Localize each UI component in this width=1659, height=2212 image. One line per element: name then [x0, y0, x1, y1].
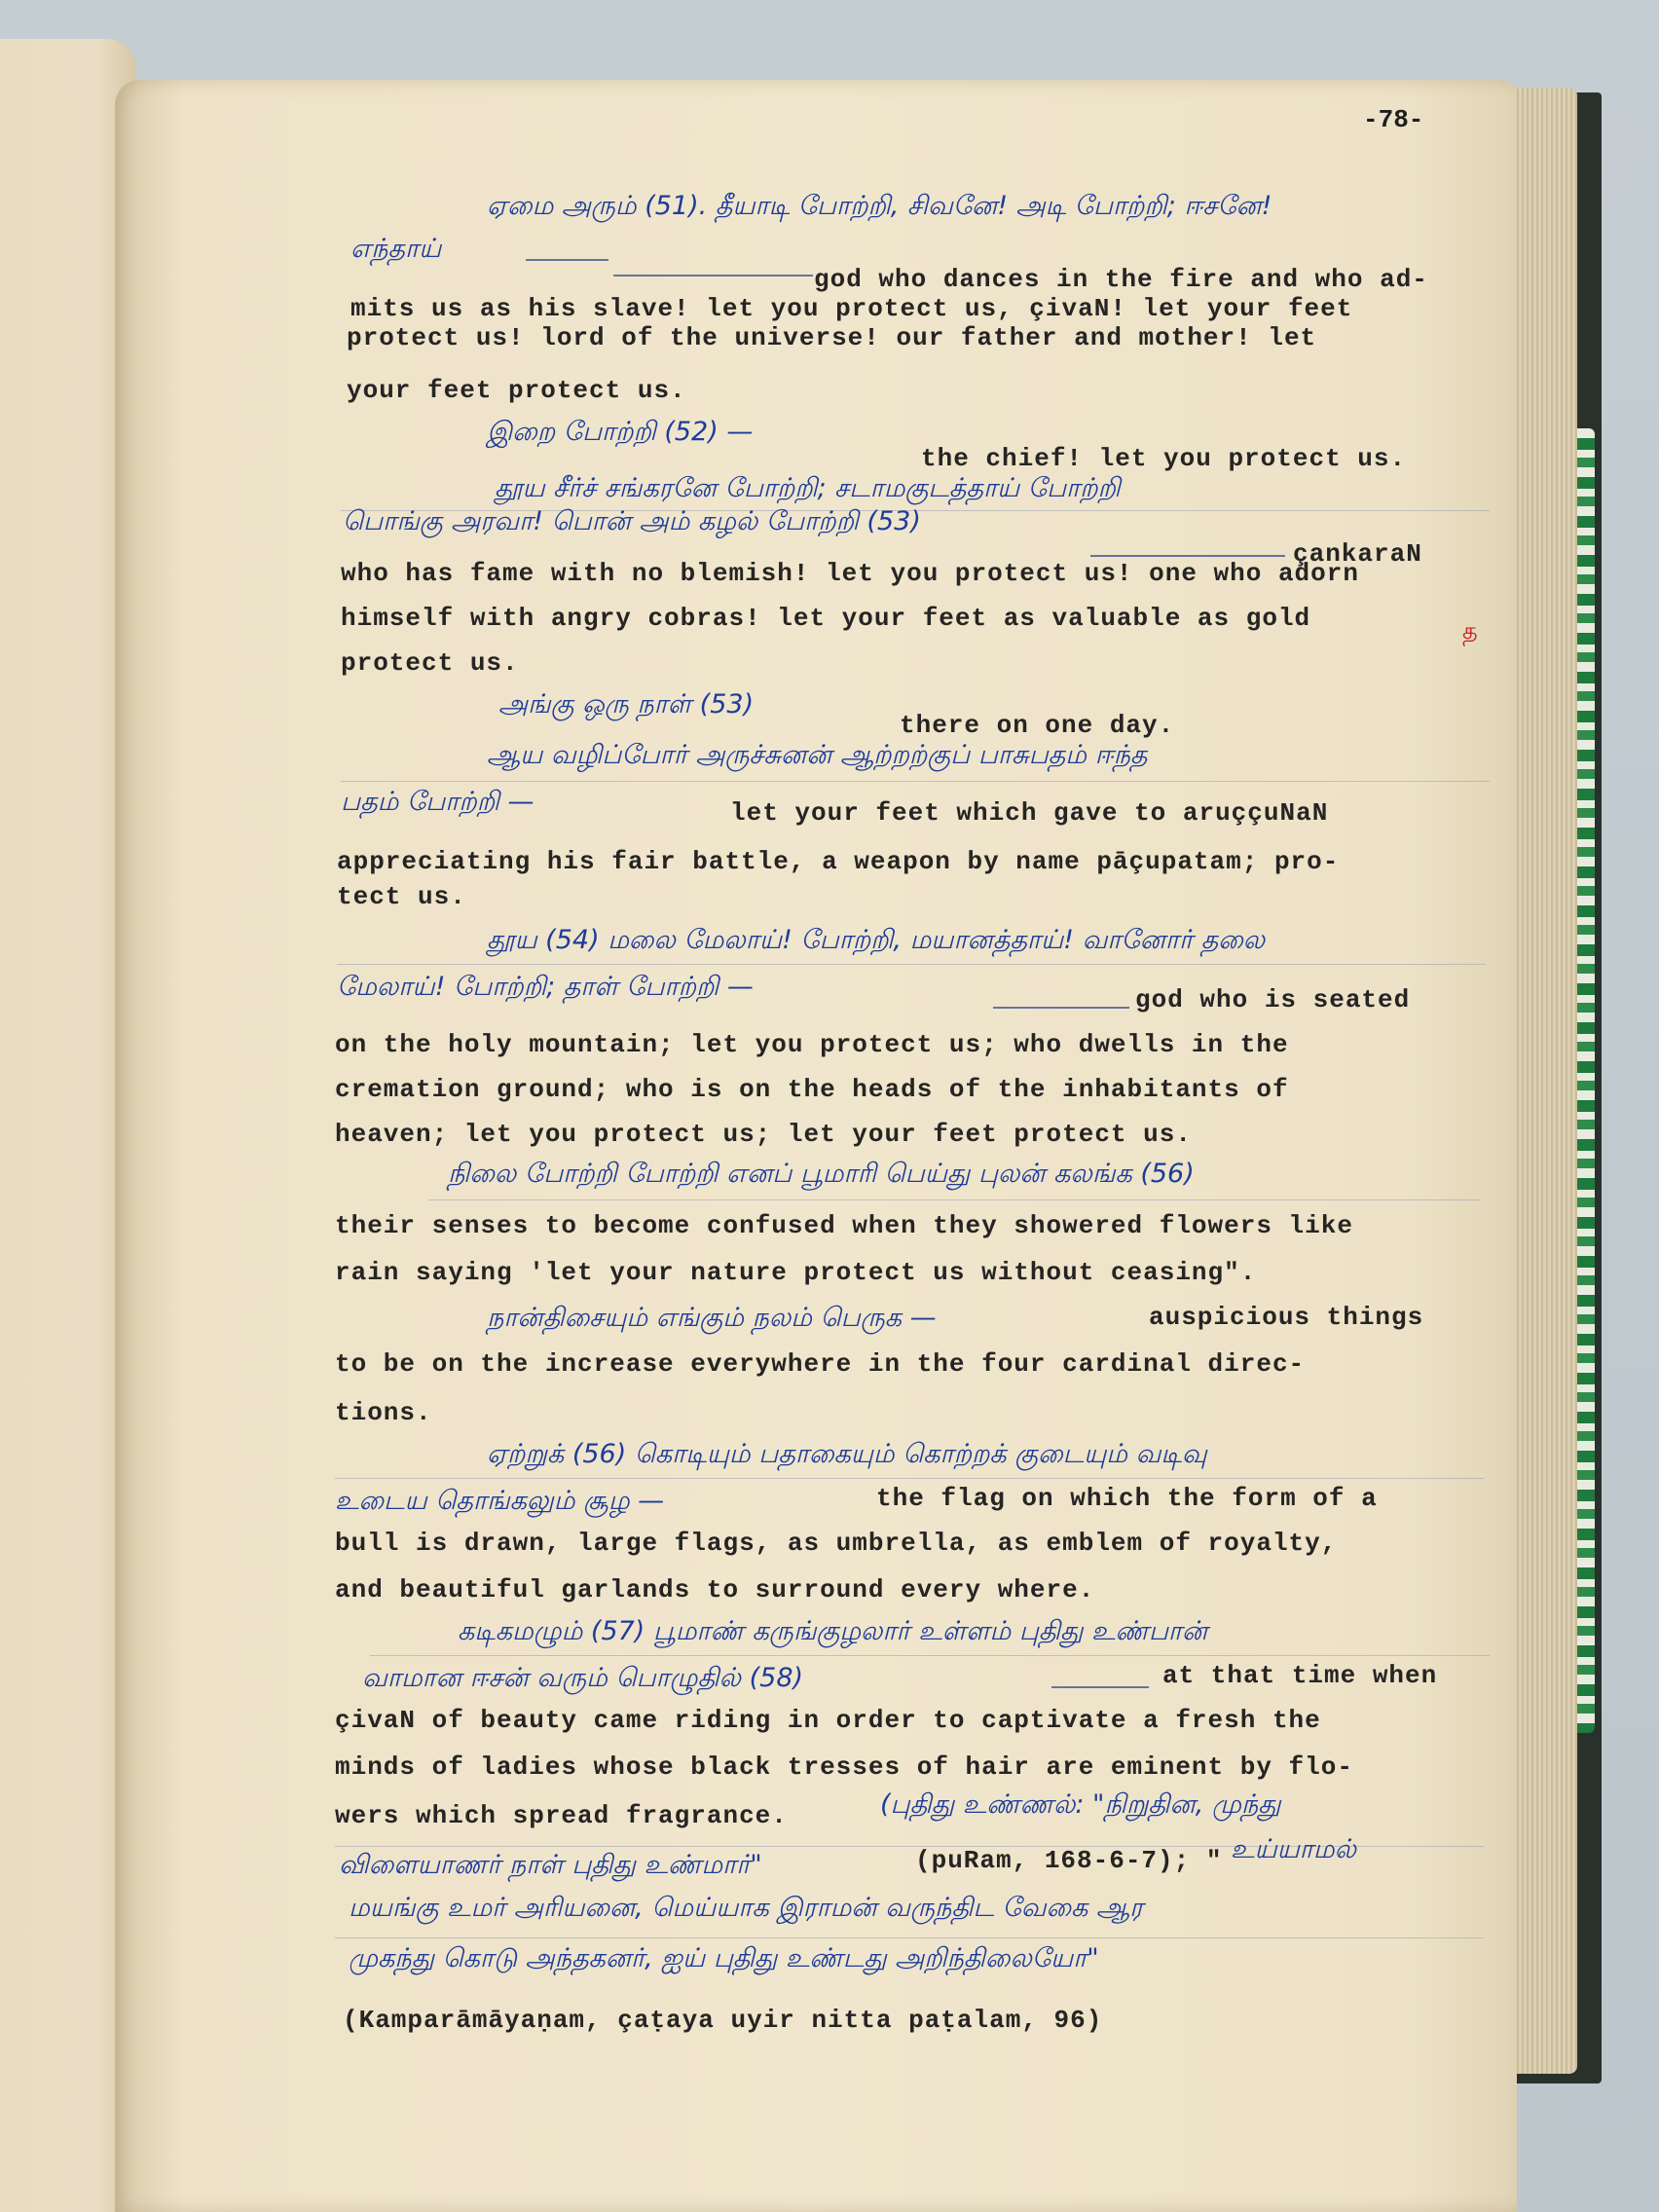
handwriting-line: பதம் போற்றி — — [341, 787, 535, 817]
handwriting-line: விளையாணர் நாள் புதிது உண்மார்" — [339, 1850, 762, 1880]
handwriting-line: கடிகமழும் (57) பூமாண் கருங்குழலார் உள்ளம் புதிது உண்பான் — [458, 1616, 1208, 1646]
guide-line — [337, 964, 1486, 965]
guide-line — [335, 1478, 1484, 1479]
typed-line: tions. — [335, 1398, 432, 1427]
handwriting-line: முகந்து கொடு அந்தகனர், ஐய் புதிது உண்டது அறிந்திலையோ" — [349, 1943, 1099, 1973]
typed-line: bull is drawn, large flags, as umbrella, as emblem of royalty, — [335, 1529, 1338, 1558]
ink-rule — [1090, 555, 1285, 557]
handwriting-line: மயங்கு உமர் அரியனை, மெய்யாக இராமன் வருந்திட வேகை ஆர — [349, 1893, 1144, 1923]
page-number: -78- — [1363, 105, 1424, 134]
typed-line: auspicious things — [1149, 1303, 1424, 1332]
typed-line: himself with angry cobras! let your feet as valuable as gold — [341, 604, 1311, 633]
handwriting-line: ஏமை அரும் (51). தீயாடி போற்றி, சிவனே! அடி போற்றி; ஈசனே! — [487, 191, 1272, 221]
handwriting-line: (புதிது உண்ணல்: "நிறுதின, முந்து — [880, 1789, 1281, 1820]
typed-line: protect us! lord of the universe! our father and mother! let — [347, 323, 1317, 352]
typed-line: çivaN of beauty came riding in order to captivate a fresh the — [335, 1706, 1321, 1735]
typed-line: god who is seated — [1135, 985, 1411, 1014]
typed-line: who has fame with no blemish! let you protect us! one who adorn — [341, 559, 1359, 588]
margin-mark: த — [1462, 617, 1478, 645]
handwriting-line: உய்யாமல் — [1231, 1834, 1357, 1864]
typed-line: wers which spread fragrance. — [335, 1801, 788, 1830]
handwriting-line: தூய சீர்ச் சங்கரனே போற்றி; சடாமகுடத்தாய் போற்றி — [495, 473, 1121, 503]
handwriting-line: தூய (54) மலை மேலாய்! போற்றி, மயானத்தாய்! வானோர் தலை — [487, 925, 1266, 955]
typed-line: the chief! let you protect us. — [921, 444, 1407, 473]
handwriting-line: நிலை போற்றி போற்றி எனப் பூமாரி பெய்து புலன் கலங்க (56) — [448, 1159, 1195, 1189]
typed-line: tect us. — [337, 882, 466, 911]
handwriting-line: அங்கு ஒரு நாள் (53) — [498, 689, 755, 719]
typed-line: on the holy mountain; let you protect us; who dwells in the — [335, 1030, 1289, 1059]
typed-line: god who dances in the fire and who ad- — [814, 265, 1428, 294]
handwriting-line: எந்தாய் — [350, 234, 442, 264]
typed-line: minds of ladies whose black tresses of hair are eminent by flo- — [335, 1752, 1353, 1782]
typed-line: çankaraN — [1293, 539, 1422, 569]
typed-line: rain saying 'let your nature protect us without ceasing". — [335, 1258, 1257, 1287]
typed-line: protect us. — [341, 648, 519, 678]
typed-line: mits us as his slave! let you protect us, çivaN! let your feet — [350, 294, 1353, 323]
handwriting-line: நான்திசையும் எங்கும் நலம் பெருக — — [487, 1303, 937, 1333]
typed-line: the flag on which the form of a — [876, 1484, 1378, 1513]
typed-line: at that time when — [1162, 1661, 1438, 1690]
handwriting-line: உடைய தொங்கலும் சூழ — — [335, 1486, 665, 1516]
typed-line: their senses to become confused when they showered flowers like — [335, 1211, 1353, 1240]
handwriting-line: பொங்கு அரவா! பொன் அம் கழல் போற்றி (53) — [343, 506, 921, 536]
handwriting-line: இறை போற்றி (52) — — [487, 417, 754, 447]
typed-line: and beautiful garlands to surround every where. — [335, 1575, 1095, 1604]
typed-line: let your feet which gave to aruççuNaN — [730, 798, 1329, 828]
handwriting-line: ஏற்றுக் (56) கொடியும் பதாகையும் கொற்றக் குடையும் வடிவு — [487, 1439, 1207, 1469]
typed-line: to be on the increase everywhere in the four cardinal direc- — [335, 1349, 1306, 1379]
typed-line: heaven; let you protect us; let your feet protect us. — [335, 1120, 1192, 1149]
typed-line: cremation ground; who is on the heads of the inhabitants of — [335, 1075, 1289, 1104]
ink-rule — [526, 259, 608, 261]
guide-line — [428, 1199, 1480, 1200]
handwriting-line: மேலாய்! போற்றி; தாள் போற்றி — — [337, 972, 754, 1002]
typed-line: there on one day. — [900, 711, 1175, 740]
typed-line: (puRam, 168-6-7); " — [915, 1846, 1223, 1875]
handwriting-line: வாமான ஈசன் வரும் பொழுதில் (58) — [362, 1663, 804, 1693]
guide-line — [335, 1937, 1484, 1938]
ink-rule — [613, 275, 813, 276]
typed-line: (Kamparāmāyaṇam, çaṭaya uyir nitta paṭalam, 96) — [343, 2006, 1103, 2035]
ink-rule — [993, 1007, 1129, 1009]
guide-line — [341, 781, 1490, 782]
handwriting-line: ஆய வழிப்போர் அருச்சுனன் ஆற்றற்குப் பாசுபதம் ஈந்த — [487, 740, 1148, 770]
typed-line: your feet protect us. — [347, 376, 686, 405]
typed-line: appreciating his fair battle, a weapon by name pāçupatam; pro- — [337, 847, 1340, 876]
ink-rule — [1051, 1686, 1149, 1688]
guide-line — [370, 1655, 1490, 1656]
